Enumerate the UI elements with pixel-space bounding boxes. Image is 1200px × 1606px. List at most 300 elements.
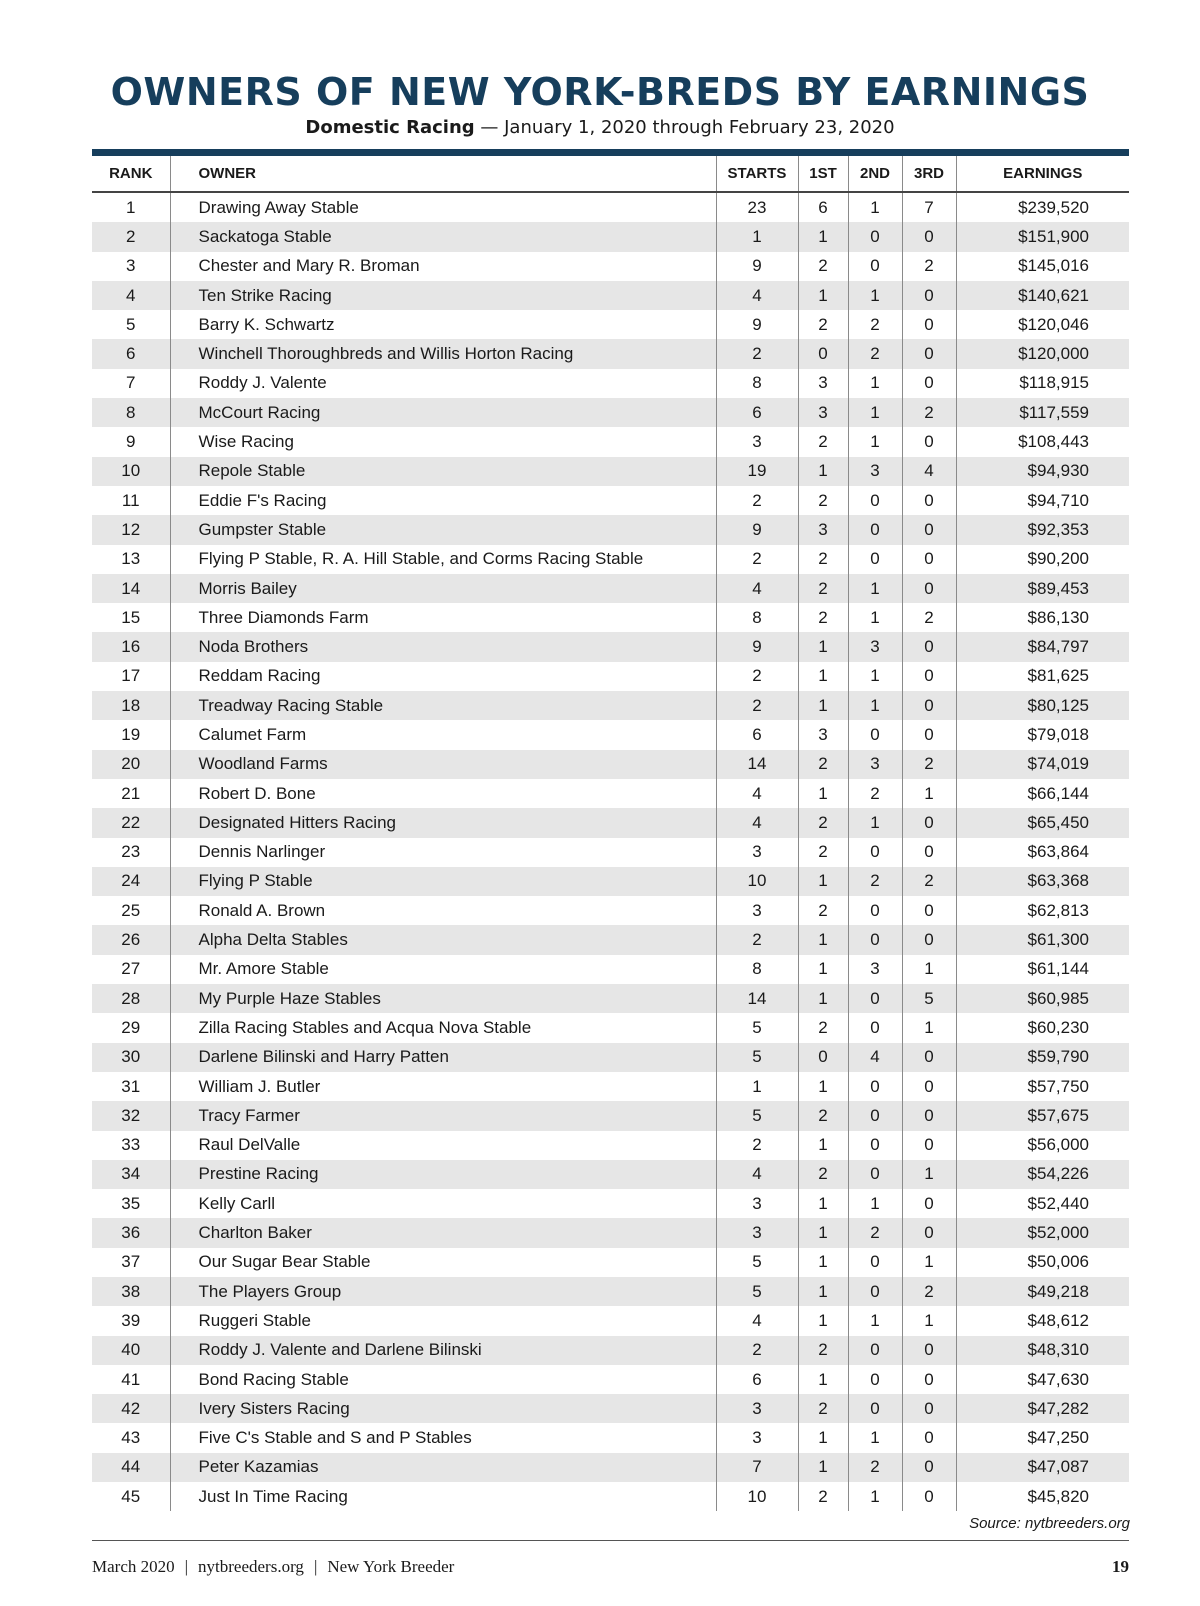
subtitle-category: Domestic Racing (305, 117, 475, 138)
earnings-cell: $47,282 (956, 1394, 1129, 1423)
rank-cell: 19 (121, 724, 141, 744)
starts-cell: 4 (716, 808, 798, 837)
first-place-cell: 1 (798, 1365, 848, 1394)
starts-cell: 4 (716, 1160, 798, 1189)
third-place-cell: 5 (902, 984, 956, 1013)
earnings-cell: $63,368 (956, 867, 1129, 896)
rank-cell: 18 (92, 691, 170, 720)
second-place-cell: 0 (848, 1072, 902, 1101)
table-row (92, 1013, 1129, 1042)
table-row (92, 281, 1129, 310)
owner-cell: Charlton Baker (170, 1218, 716, 1247)
first-place-cell: 3 (798, 515, 848, 544)
earnings-cell: $120,000 (956, 339, 1129, 368)
starts-cell: 2 (716, 339, 798, 368)
starts-cell: 3 (716, 838, 798, 867)
footer-separator: | (313, 1557, 318, 1576)
page-subtitle (0, 114, 1200, 142)
owner-cell: Five C's Stable and S and P Stables (170, 1423, 716, 1452)
second-place-cell: 0 (848, 1336, 902, 1365)
second-place-cell: 2 (848, 867, 902, 896)
table-row (92, 369, 1129, 398)
earnings-cell: $60,230 (956, 1013, 1129, 1042)
rank-cell: 27 (121, 959, 141, 979)
owner-cell: Bond Racing Stable (170, 1365, 716, 1394)
table-row (92, 1423, 1129, 1452)
second-place-cell: 0 (848, 896, 902, 925)
third-place-cell: 7 (902, 192, 956, 222)
third-place-cell: 1 (902, 1248, 956, 1277)
rank-cell: 3 (126, 256, 136, 276)
owner-cell: McCourt Racing (170, 398, 716, 427)
earnings-cell: $49,218 (956, 1277, 1129, 1306)
first-place-cell: 1 (798, 1131, 848, 1160)
first-place-cell: 1 (798, 925, 848, 954)
starts-cell: 2 (716, 1131, 798, 1160)
earnings-cell: $84,797 (956, 632, 1129, 661)
first-place-cell: 2 (798, 750, 848, 779)
rank-cell: 4 (92, 281, 170, 310)
first-place-cell: 2 (798, 1394, 848, 1423)
earnings-cell: $86,130 (956, 603, 1129, 632)
second-place-cell: 1 (848, 808, 902, 837)
third-place-cell: 0 (902, 1072, 956, 1101)
table-row (92, 750, 1129, 779)
owner-cell: Zilla Racing Stables and Acqua Nova Stable (170, 1013, 716, 1042)
rank-cell: 23 (121, 842, 141, 862)
table-row (92, 515, 1129, 544)
third-place-cell: 0 (902, 720, 956, 749)
rank-cell: 28 (92, 984, 170, 1013)
second-place-cell: 0 (848, 486, 902, 515)
owner-cell: Tracy Farmer (170, 1101, 716, 1130)
table-row (92, 603, 1129, 632)
first-place-cell: 1 (798, 281, 848, 310)
third-place-cell: 0 (902, 808, 956, 837)
rank-cell: 6 (92, 339, 170, 368)
third-place-cell: 0 (902, 1101, 956, 1130)
third-place-cell: 2 (902, 252, 956, 281)
first-place-cell: 2 (798, 838, 848, 867)
starts-cell: 2 (716, 662, 798, 691)
table-row (92, 1072, 1129, 1101)
rank-cell: 44 (92, 1453, 170, 1482)
first-place-cell: 1 (798, 779, 848, 808)
first-place-cell: 1 (798, 1072, 848, 1101)
table-row (92, 339, 1129, 368)
owner-cell: Prestine Racing (170, 1160, 716, 1189)
earnings-cell: $63,864 (956, 838, 1129, 867)
second-place-cell: 0 (848, 1277, 902, 1306)
third-place-cell: 0 (902, 1043, 956, 1072)
earnings-cell: $66,144 (956, 779, 1129, 808)
second-place-cell: 2 (848, 310, 902, 339)
owner-cell: Designated Hitters Racing (170, 808, 716, 837)
owner-cell: Ruggeri Stable (170, 1306, 716, 1335)
table-row (92, 662, 1129, 691)
owner-cell: Treadway Racing Stable (170, 691, 716, 720)
third-place-cell: 1 (902, 1160, 956, 1189)
column-header-first: 1ST (798, 156, 848, 192)
table-row (92, 867, 1129, 896)
third-place-cell: 0 (902, 486, 956, 515)
second-place-cell: 1 (848, 427, 902, 456)
second-place-cell: 1 (848, 691, 902, 720)
rank-cell: 16 (92, 632, 170, 661)
table-row (92, 925, 1129, 954)
second-place-cell: 2 (848, 1453, 902, 1482)
second-place-cell: 0 (848, 1101, 902, 1130)
owner-cell: Drawing Away Stable (170, 192, 716, 222)
starts-cell: 19 (716, 457, 798, 486)
starts-cell: 3 (716, 1218, 798, 1247)
table-row (92, 779, 1129, 808)
third-place-cell: 0 (902, 281, 956, 310)
table-row (92, 838, 1129, 867)
earnings-cell: $151,900 (956, 222, 1129, 251)
rank-cell: 2 (92, 222, 170, 251)
second-place-cell: 0 (848, 1394, 902, 1423)
owner-cell: My Purple Haze Stables (170, 984, 716, 1013)
earnings-cell: $140,621 (956, 281, 1129, 310)
owner-cell: Three Diamonds Farm (170, 603, 716, 632)
earnings-cell: $89,453 (956, 574, 1129, 603)
second-place-cell: 2 (848, 779, 902, 808)
earnings-cell: $65,450 (956, 808, 1129, 837)
third-place-cell: 0 (902, 1189, 956, 1218)
owner-cell: William J. Butler (170, 1072, 716, 1101)
rank-cell: 11 (121, 490, 140, 510)
table-row (92, 896, 1129, 925)
earnings-cell: $52,440 (956, 1189, 1129, 1218)
first-place-cell: 1 (798, 1453, 848, 1482)
third-place-cell: 0 (902, 1453, 956, 1482)
table-row (92, 1453, 1129, 1482)
earnings-cell: $81,625 (956, 662, 1129, 691)
first-place-cell: 2 (798, 427, 848, 456)
owner-cell: Barry K. Schwartz (170, 310, 716, 339)
rank-cell: 10 (92, 457, 170, 486)
earnings-cell: $120,046 (956, 310, 1129, 339)
third-place-cell: 0 (902, 545, 956, 574)
table-row (92, 1482, 1129, 1511)
third-place-cell: 0 (902, 1423, 956, 1452)
second-place-cell: 1 (848, 192, 902, 222)
rank-cell: 31 (121, 1076, 141, 1096)
owner-cell: Just In Time Racing (170, 1482, 716, 1511)
first-place-cell: 2 (798, 1101, 848, 1130)
rank-cell: 5 (126, 314, 136, 334)
third-place-cell: 2 (902, 1277, 956, 1306)
first-place-cell: 1 (798, 457, 848, 486)
footer-publication: New York Breeder (327, 1557, 455, 1576)
owner-cell: Gumpster Stable (170, 515, 716, 544)
second-place-cell: 3 (848, 457, 902, 486)
second-place-cell: 0 (848, 838, 902, 867)
owner-cell: Roddy J. Valente and Darlene Bilinski (170, 1336, 716, 1365)
owners-table (92, 156, 1129, 1511)
owner-cell: Dennis Narlinger (170, 838, 716, 867)
rank-cell: 39 (121, 1310, 141, 1330)
table-row (92, 1277, 1129, 1306)
rank-cell: 24 (92, 867, 170, 896)
starts-cell: 5 (716, 1101, 798, 1130)
second-place-cell: 0 (848, 984, 902, 1013)
owner-cell: Peter Kazamias (170, 1453, 716, 1482)
header-rule (92, 149, 1129, 156)
owner-cell: Repole Stable (170, 457, 716, 486)
second-place-cell: 3 (848, 632, 902, 661)
owner-cell: Mr. Amore Stable (170, 955, 716, 984)
starts-cell: 4 (716, 779, 798, 808)
footer-site: nytbreeders.org (198, 1557, 304, 1576)
second-place-cell: 0 (848, 252, 902, 281)
second-place-cell: 0 (848, 1131, 902, 1160)
third-place-cell: 0 (902, 632, 956, 661)
table-row (92, 1306, 1129, 1335)
second-place-cell: 0 (848, 925, 902, 954)
second-place-cell: 0 (848, 1160, 902, 1189)
footer-date: March 2020 (92, 1557, 175, 1576)
rank-cell: 25 (121, 900, 141, 920)
second-place-cell: 4 (848, 1043, 902, 1072)
table-row (92, 1101, 1129, 1130)
earnings-cell: $118,915 (956, 369, 1129, 398)
starts-cell: 23 (716, 192, 798, 222)
table-row (92, 691, 1129, 720)
second-place-cell: 1 (848, 398, 902, 427)
table-row (92, 457, 1129, 486)
column-header-rank: RANK (92, 156, 170, 192)
third-place-cell: 4 (902, 457, 956, 486)
starts-cell: 6 (716, 720, 798, 749)
earnings-cell: $50,006 (956, 1248, 1129, 1277)
earnings-cell: $54,226 (956, 1160, 1129, 1189)
rank-cell: 43 (121, 1428, 141, 1448)
owner-cell: Roddy J. Valente (170, 369, 716, 398)
earnings-cell: $74,019 (956, 750, 1129, 779)
column-header-third: 3RD (902, 156, 956, 192)
owner-cell: Flying P Stable (170, 867, 716, 896)
starts-cell: 3 (716, 1189, 798, 1218)
third-place-cell: 0 (902, 310, 956, 339)
third-place-cell: 0 (902, 1482, 956, 1511)
starts-cell: 9 (716, 632, 798, 661)
owner-cell: Woodland Farms (170, 750, 716, 779)
table-row (92, 574, 1129, 603)
rank-cell: 7 (126, 373, 136, 393)
second-place-cell: 3 (848, 955, 902, 984)
first-place-cell: 2 (798, 1160, 848, 1189)
third-place-cell: 2 (902, 750, 956, 779)
earnings-cell: $62,813 (956, 896, 1129, 925)
third-place-cell: 2 (902, 867, 956, 896)
column-header-second: 2ND (848, 156, 902, 192)
first-place-cell: 3 (798, 398, 848, 427)
starts-cell: 2 (716, 545, 798, 574)
third-place-cell: 0 (902, 691, 956, 720)
table-row (92, 1248, 1129, 1277)
owner-cell: Ronald A. Brown (170, 896, 716, 925)
subtitle-date-range: — January 1, 2020 through February 23, 2020 (474, 117, 895, 138)
starts-cell: 6 (716, 1365, 798, 1394)
first-place-cell: 2 (798, 310, 848, 339)
owner-cell: Sackatoga Stable (170, 222, 716, 251)
earnings-cell: $117,559 (956, 398, 1129, 427)
first-place-cell: 1 (798, 1277, 848, 1306)
first-place-cell: 1 (798, 662, 848, 691)
starts-cell: 9 (716, 515, 798, 544)
rank-cell: 38 (92, 1277, 170, 1306)
table-row (92, 222, 1129, 251)
rank-cell: 34 (92, 1160, 170, 1189)
earnings-cell: $47,630 (956, 1365, 1129, 1394)
first-place-cell: 1 (798, 1306, 848, 1335)
starts-cell: 9 (716, 310, 798, 339)
first-place-cell: 2 (798, 486, 848, 515)
starts-cell: 14 (716, 984, 798, 1013)
owner-cell: Ten Strike Racing (170, 281, 716, 310)
third-place-cell: 0 (902, 1336, 956, 1365)
starts-cell: 8 (716, 955, 798, 984)
owner-cell: Our Sugar Bear Stable (170, 1248, 716, 1277)
second-place-cell: 3 (848, 750, 902, 779)
starts-cell: 1 (716, 222, 798, 251)
third-place-cell: 0 (902, 574, 956, 603)
first-place-cell: 3 (798, 369, 848, 398)
earnings-cell: $47,087 (956, 1453, 1129, 1482)
earnings-cell: $108,443 (956, 427, 1129, 456)
owner-cell: Darlene Bilinski and Harry Patten (170, 1043, 716, 1072)
table-row (92, 632, 1129, 661)
rank-cell: 42 (92, 1394, 170, 1423)
rank-cell: 13 (121, 549, 141, 569)
rank-cell: 1 (126, 197, 136, 217)
starts-cell: 8 (716, 603, 798, 632)
earnings-cell: $80,125 (956, 691, 1129, 720)
third-place-cell: 1 (902, 955, 956, 984)
owner-cell: Winchell Thoroughbreds and Willis Horton Racing (170, 339, 716, 368)
footer-rule (92, 1540, 1129, 1541)
starts-cell: 9 (716, 252, 798, 281)
first-place-cell: 1 (798, 1189, 848, 1218)
table-row (92, 192, 1129, 222)
owner-cell: Morris Bailey (170, 574, 716, 603)
second-place-cell: 1 (848, 662, 902, 691)
rank-cell: 20 (92, 750, 170, 779)
rank-cell: 29 (121, 1017, 141, 1037)
rank-cell: 15 (121, 607, 141, 627)
second-place-cell: 1 (848, 1423, 902, 1452)
table-row (92, 1189, 1129, 1218)
starts-cell: 4 (716, 281, 798, 310)
first-place-cell: 0 (798, 339, 848, 368)
owner-cell: Eddie F's Racing (170, 486, 716, 515)
owner-cell: Robert D. Bone (170, 779, 716, 808)
owner-cell: Noda Brothers (170, 632, 716, 661)
first-place-cell: 2 (798, 1013, 848, 1042)
second-place-cell: 1 (848, 603, 902, 632)
earnings-cell: $59,790 (956, 1043, 1129, 1072)
second-place-cell: 0 (848, 720, 902, 749)
first-place-cell: 2 (798, 545, 848, 574)
owner-cell: Ivery Sisters Racing (170, 1394, 716, 1423)
first-place-cell: 1 (798, 1218, 848, 1247)
third-place-cell: 1 (902, 1306, 956, 1335)
table-row (92, 808, 1129, 837)
first-place-cell: 2 (798, 603, 848, 632)
column-header-earnings: EARNINGS (956, 156, 1129, 192)
third-place-cell: 0 (902, 838, 956, 867)
page-title: OWNERS OF NEW YORK-BREDS BY EARNINGS (110, 70, 1090, 114)
second-place-cell: 0 (848, 1248, 902, 1277)
second-place-cell: 1 (848, 574, 902, 603)
earnings-cell: $48,612 (956, 1306, 1129, 1335)
owner-cell: Flying P Stable, R. A. Hill Stable, and Corms Racing Stable (170, 545, 716, 574)
earnings-cell: $57,675 (956, 1101, 1129, 1130)
rank-cell: 14 (92, 574, 170, 603)
rank-cell: 33 (121, 1135, 141, 1155)
second-place-cell: 1 (848, 1189, 902, 1218)
starts-cell: 6 (716, 398, 798, 427)
owner-cell: Kelly Carll (170, 1189, 716, 1218)
first-place-cell: 2 (798, 808, 848, 837)
second-place-cell: 0 (848, 222, 902, 251)
earnings-cell: $90,200 (956, 545, 1129, 574)
first-place-cell: 2 (798, 896, 848, 925)
first-place-cell: 1 (798, 1248, 848, 1277)
starts-cell: 14 (716, 750, 798, 779)
third-place-cell: 2 (902, 398, 956, 427)
starts-cell: 2 (716, 1336, 798, 1365)
owner-cell: Alpha Delta Stables (170, 925, 716, 954)
table-row (92, 984, 1129, 1013)
second-place-cell: 1 (848, 369, 902, 398)
starts-cell: 4 (716, 1306, 798, 1335)
third-place-cell: 2 (902, 603, 956, 632)
first-place-cell: 0 (798, 1043, 848, 1072)
first-place-cell: 1 (798, 691, 848, 720)
second-place-cell: 1 (848, 281, 902, 310)
starts-cell: 5 (716, 1248, 798, 1277)
first-place-cell: 1 (798, 984, 848, 1013)
rank-cell: 40 (92, 1336, 170, 1365)
starts-cell: 2 (716, 486, 798, 515)
table-row (92, 1394, 1129, 1423)
earnings-cell: $61,144 (956, 955, 1129, 984)
table-row (92, 1365, 1129, 1394)
rank-cell: 41 (121, 1369, 141, 1389)
starts-cell: 1 (716, 1072, 798, 1101)
starts-cell: 3 (716, 1423, 798, 1452)
first-place-cell: 2 (798, 574, 848, 603)
rank-cell: 35 (121, 1193, 141, 1213)
table-row (92, 427, 1129, 456)
table-row (92, 1043, 1129, 1072)
table-row (92, 310, 1129, 339)
earnings-cell: $79,018 (956, 720, 1129, 749)
table-row (92, 1336, 1129, 1365)
starts-cell: 5 (716, 1013, 798, 1042)
third-place-cell: 0 (902, 515, 956, 544)
rank-cell: 9 (126, 432, 136, 452)
earnings-cell: $56,000 (956, 1131, 1129, 1160)
table-row (92, 486, 1129, 515)
owner-cell: Reddam Racing (170, 662, 716, 691)
third-place-cell: 1 (902, 1013, 956, 1042)
starts-cell: 2 (716, 691, 798, 720)
earnings-cell: $52,000 (956, 1218, 1129, 1247)
